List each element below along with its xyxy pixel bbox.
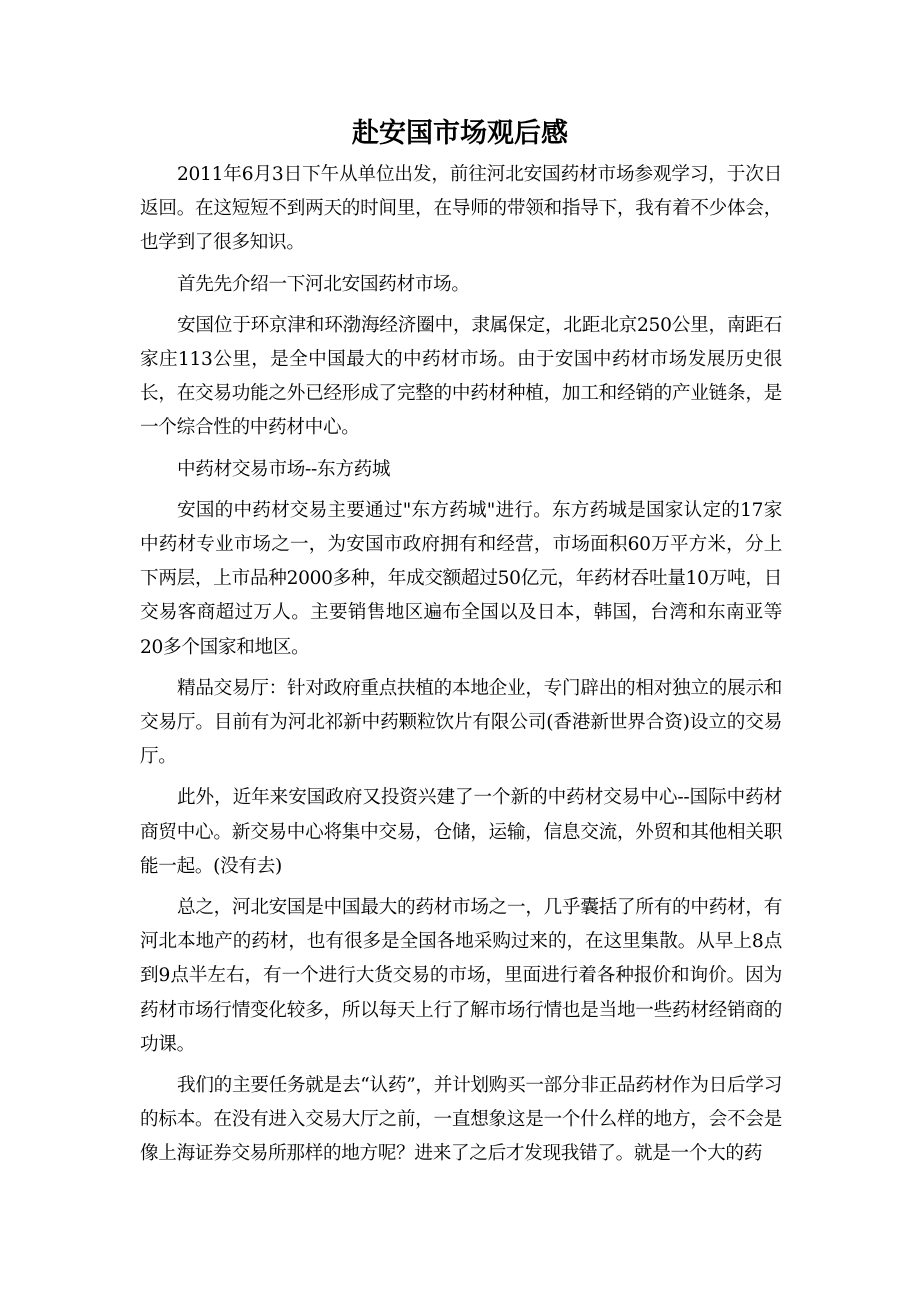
document-body xyxy=(140,158,782,1179)
paragraph-premium-hall: 精品交易厅：针对政府重点扶植的本地企业，专门辟出的相对独立的展示和交易厅。目前有为河北祁新中药颗粒饮片有限公司(香港新世界合资)设立的交易厅。 xyxy=(140,677,782,768)
paragraph-subheading-dongfang: 中药材交易市场--东方药城 xyxy=(177,458,391,480)
paragraph-market-intro: 首先先介绍一下河北安国药材市场。 xyxy=(177,273,470,295)
paragraph-new-center: 此外，近年来安国政府又投资兴建了一个新的中药材交易中心--国际中药材商贸中心。新交易中心将集中交易，仓储，运输，信息交流，外贸和其他相关职能一起。(没有去) xyxy=(140,787,782,877)
paragraph-summary: 总之，河北安国是中国最大的药材市场之一，几乎囊括了所有的中药材，有河北本地产的药材，也有很多是全国各地采购过来的，在这里集散。从早上8点到9点半左右，有一个进行大货交易的市场，里面进行着各种报价和询价。因为药材市场行情变化较多，所以每天上行了解市场行情也是当地一些药材经销商的功课。 xyxy=(140,897,782,1055)
paragraph-trip-intro: 2011年6月3日下午从单位出发，前往河北安国药材市场参观学习，于次日返回。在这短短不到两天的时间里，在导师的带领和指导下，我有着不少体会，也学到了很多知识。 xyxy=(140,164,782,254)
paragraph-anguo-location: 安国位于环京津和环渤海经济圈中，隶属保定，北距北京250公里，南距石家庄113公里，是全中国最大的中药材市场。由于安国中药材市场发展历史很长，在交易功能之外已经形成了完整的中药材种植，加工和经销的产业链条，是一个综合性的中药材中心。 xyxy=(140,314,782,439)
document-title: 赴安国市场观后感 xyxy=(352,118,568,149)
paragraph-main-task: 我们的主要任务就是去“认药”，并计划购买一部分非正品药材作为日后学习的标本。在没有进入交易大厅之前，一直想象这是一个什么样的地方，会不会是像上海证券交易所那样的地方呢？进来了之后才发现我错了。就是一个大的药 xyxy=(140,1075,782,1165)
paragraph-dongfang-details: 安国的中药材交易主要通过"东方药城"进行。东方药城是国家认定的17家中药材专业市场之一，为安国市政府拥有和经营，市场面积60万平方米，分上下两层，上市品种2000多种，年成交额超过50亿元，年药材吞吐量10万吨，日交易客商超过万人。主要销售地区遍布全国以及日本，韩国，台湾和东南亚等20多个国家和地区。 xyxy=(140,499,782,658)
